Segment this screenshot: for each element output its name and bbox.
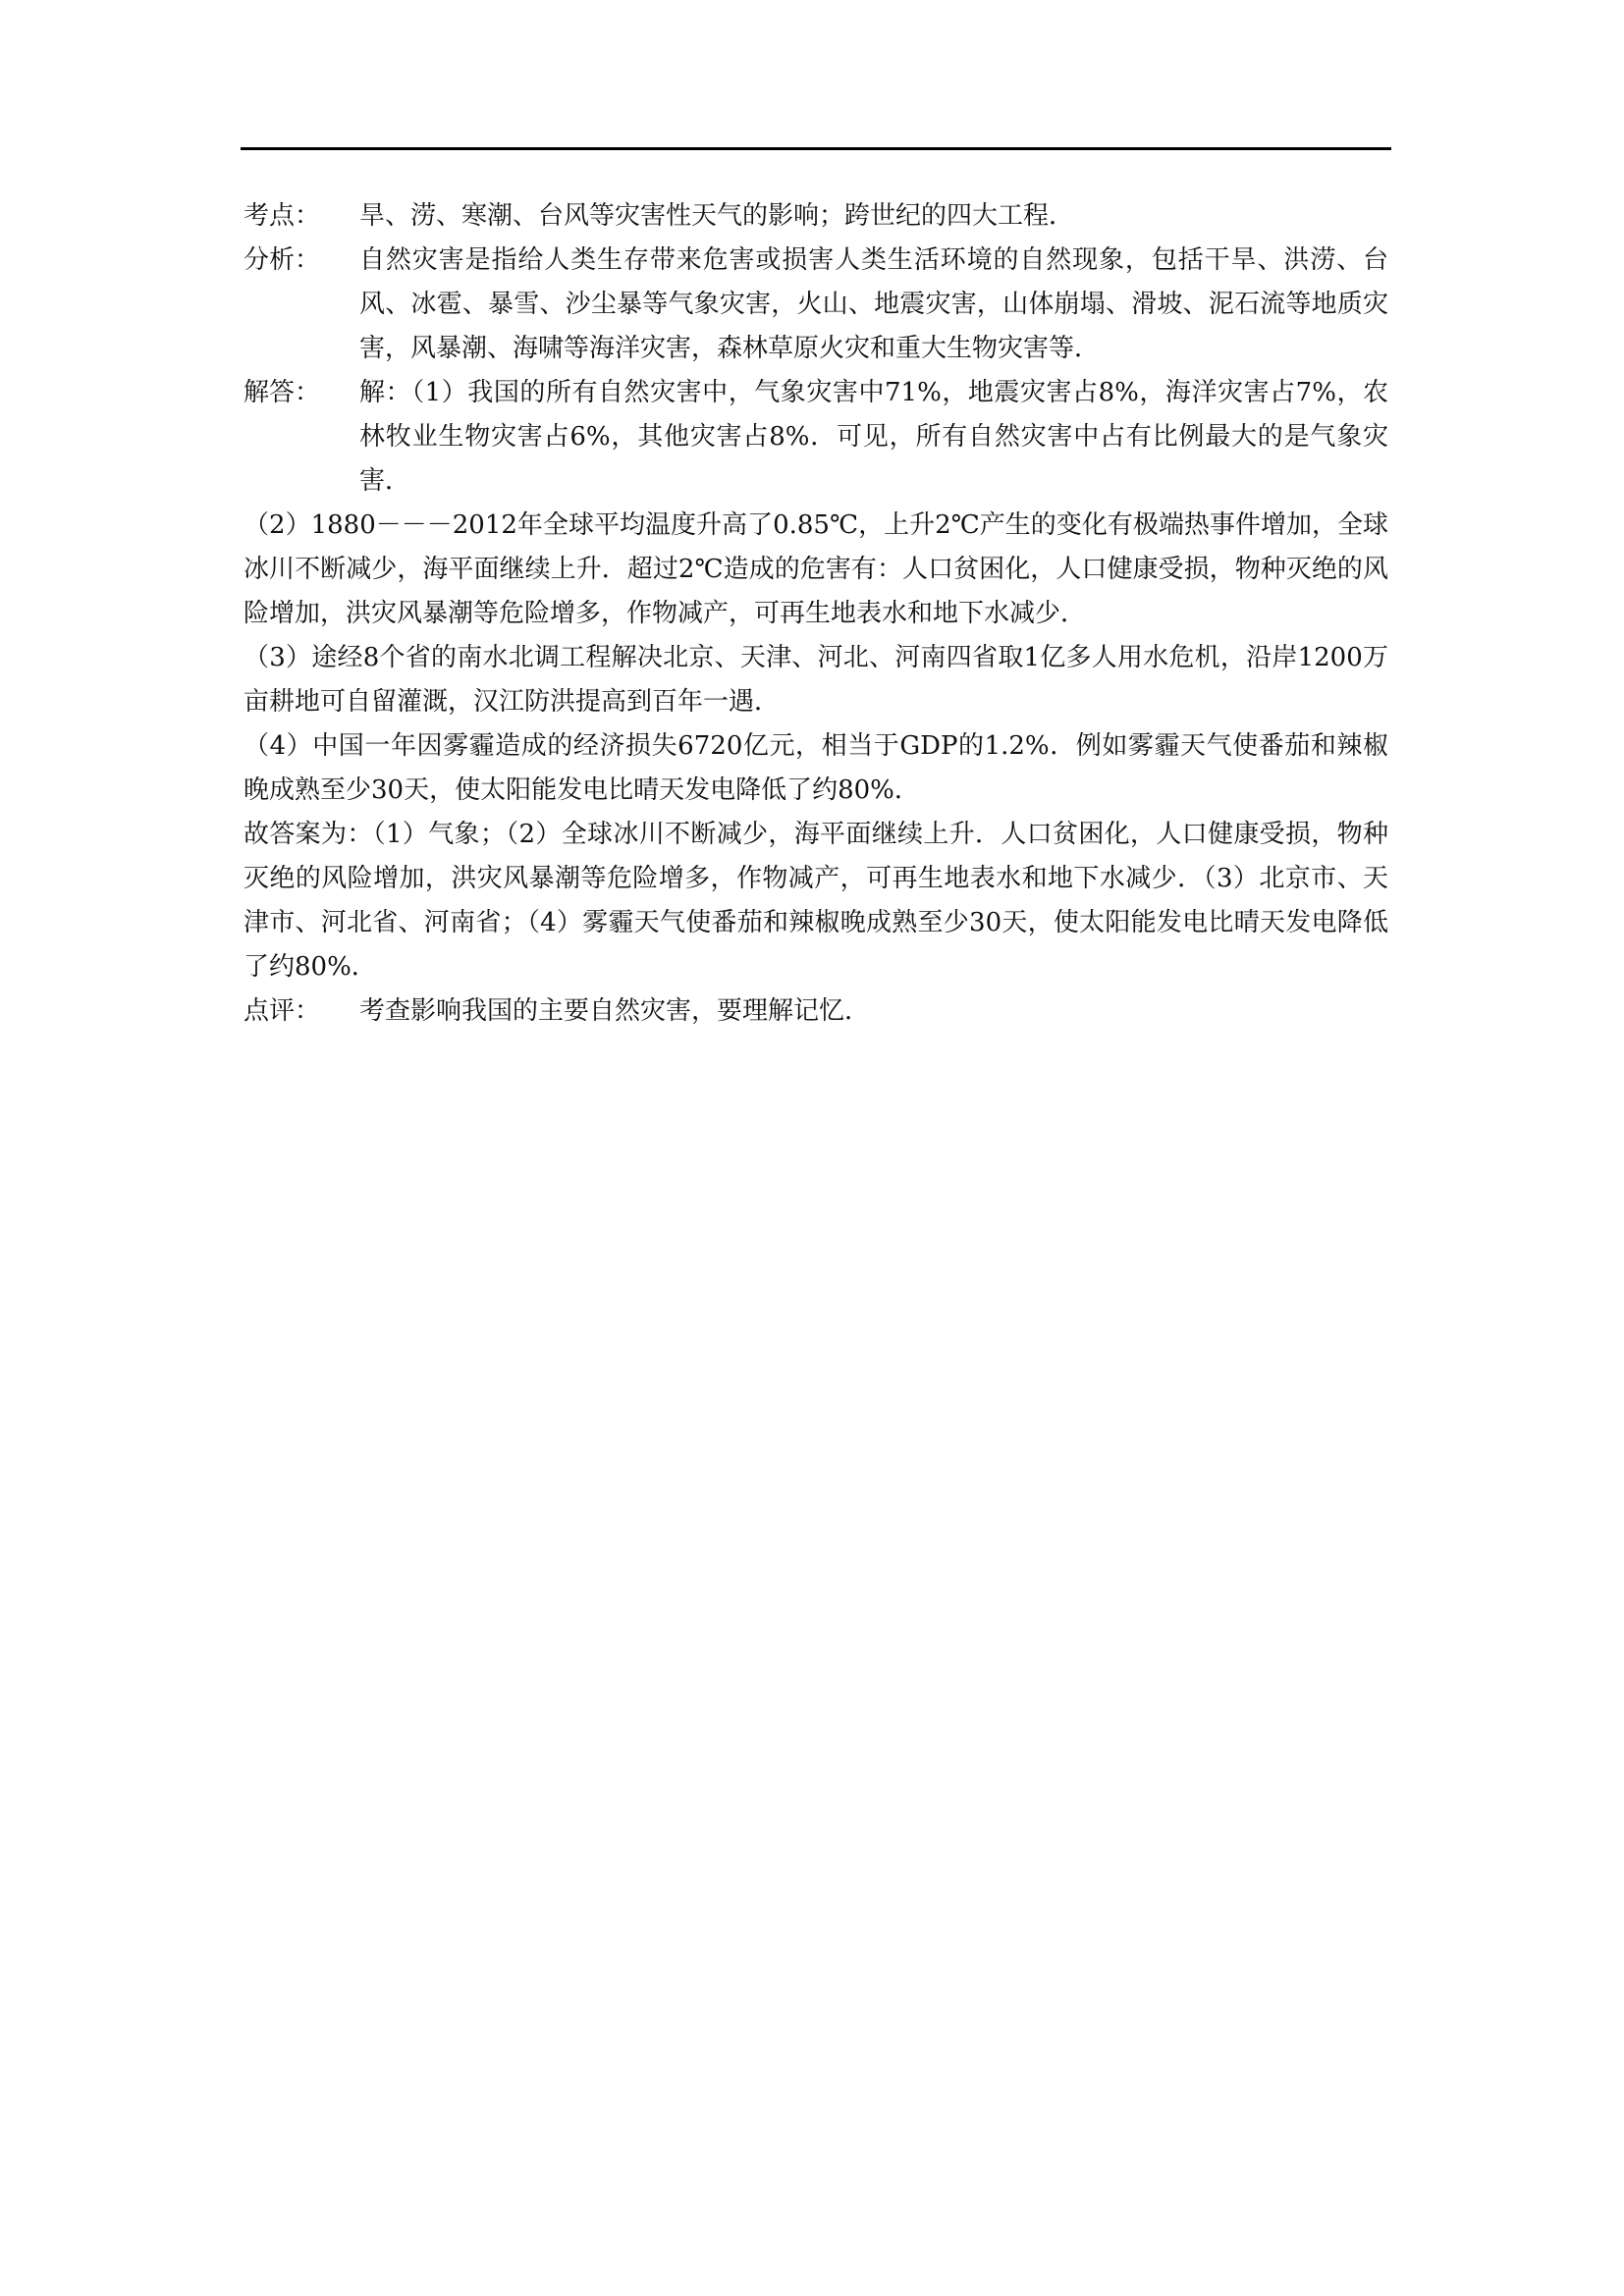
header-rule — [241, 147, 1391, 150]
dianping-section — [244, 989, 1388, 1034]
jieda-paragraph-4: （4）中国一年因雾霾造成的经济损失6720亿元，相当于GDP的1.2%．例如雾霾天气使番茄和辣椒晚成熟至少30天，使太阳能发电比晴天发电降低了约80%． — [244, 731, 1388, 805]
jieda-section — [244, 371, 1388, 504]
jieda-paragraph-2: （2）1880－－－2012年全球平均温度升高了0.85℃，上升2℃产生的变化有极端热事件增加，全球冰川不断减少，海平面继续上升．超过2℃造成的危害有：人口贫困化，人口健康受损，物种灭绝的风险增加，洪灾风暴潮等危险增多，作物减产，可再生地表水和地下水减少． — [244, 510, 1388, 628]
dianping-label: 点评： — [244, 996, 321, 1026]
answer-analysis — [244, 194, 1388, 1034]
jieda-label: 解答： — [244, 378, 321, 407]
kaodian-section — [244, 194, 1388, 239]
kaodian-text: 旱、涝、寒潮、台风等灾害性天气的影响；跨世纪的四大工程． — [359, 201, 1075, 231]
fenxi-section — [244, 239, 1388, 371]
final-answer: 故答案为：（1）气象；（2）全球冰川不断减少，海平面继续上升．人口贫困化，人口健康受损，物种灭绝的风险增加，洪灾风暴潮等危险增多，作物减产，可再生地表水和地下水减少．（3）北京市、天津市、河北省、河南省；（4）雾霾天气使番茄和辣椒晚成熟至少30天，使太阳能发电比晴天发电降低了约80%． — [244, 820, 1388, 982]
fenxi-label: 分析： — [244, 245, 321, 275]
jieda-paragraph-3: （3）途经8个省的南水北调工程解决北京、天津、河北、河南四省取1亿多人用水危机，沿岸1200万亩耕地可自留灌溉，汉江防洪提高到百年一遇． — [244, 643, 1388, 717]
dianping-text: 考查影响我国的主要自然灾害，要理解记忆． — [359, 996, 871, 1026]
fenxi-text: 自然灾害是指给人类生存带来危害或损害人类生活环境的自然现象，包括干旱、洪涝、台风、冰雹、暴雪、沙尘暴等气象灾害，火山、地震灾害，山体崩塌、滑坡、泥石流等地质灾害，风暴潮、海啸等海洋灾害，森林草原火灾和重大生物灾害等． — [359, 245, 1388, 363]
jieda-text: 解：（1）我国的所有自然灾害中，气象灾害中71%，地震灾害占8%，海洋灾害占7%，农林牧业生物灾害占6%，其他灾害占8%．可见，所有自然灾害中占有比例最大的是气象灾害． — [359, 378, 1388, 496]
kaodian-label: 考点： — [244, 201, 321, 231]
